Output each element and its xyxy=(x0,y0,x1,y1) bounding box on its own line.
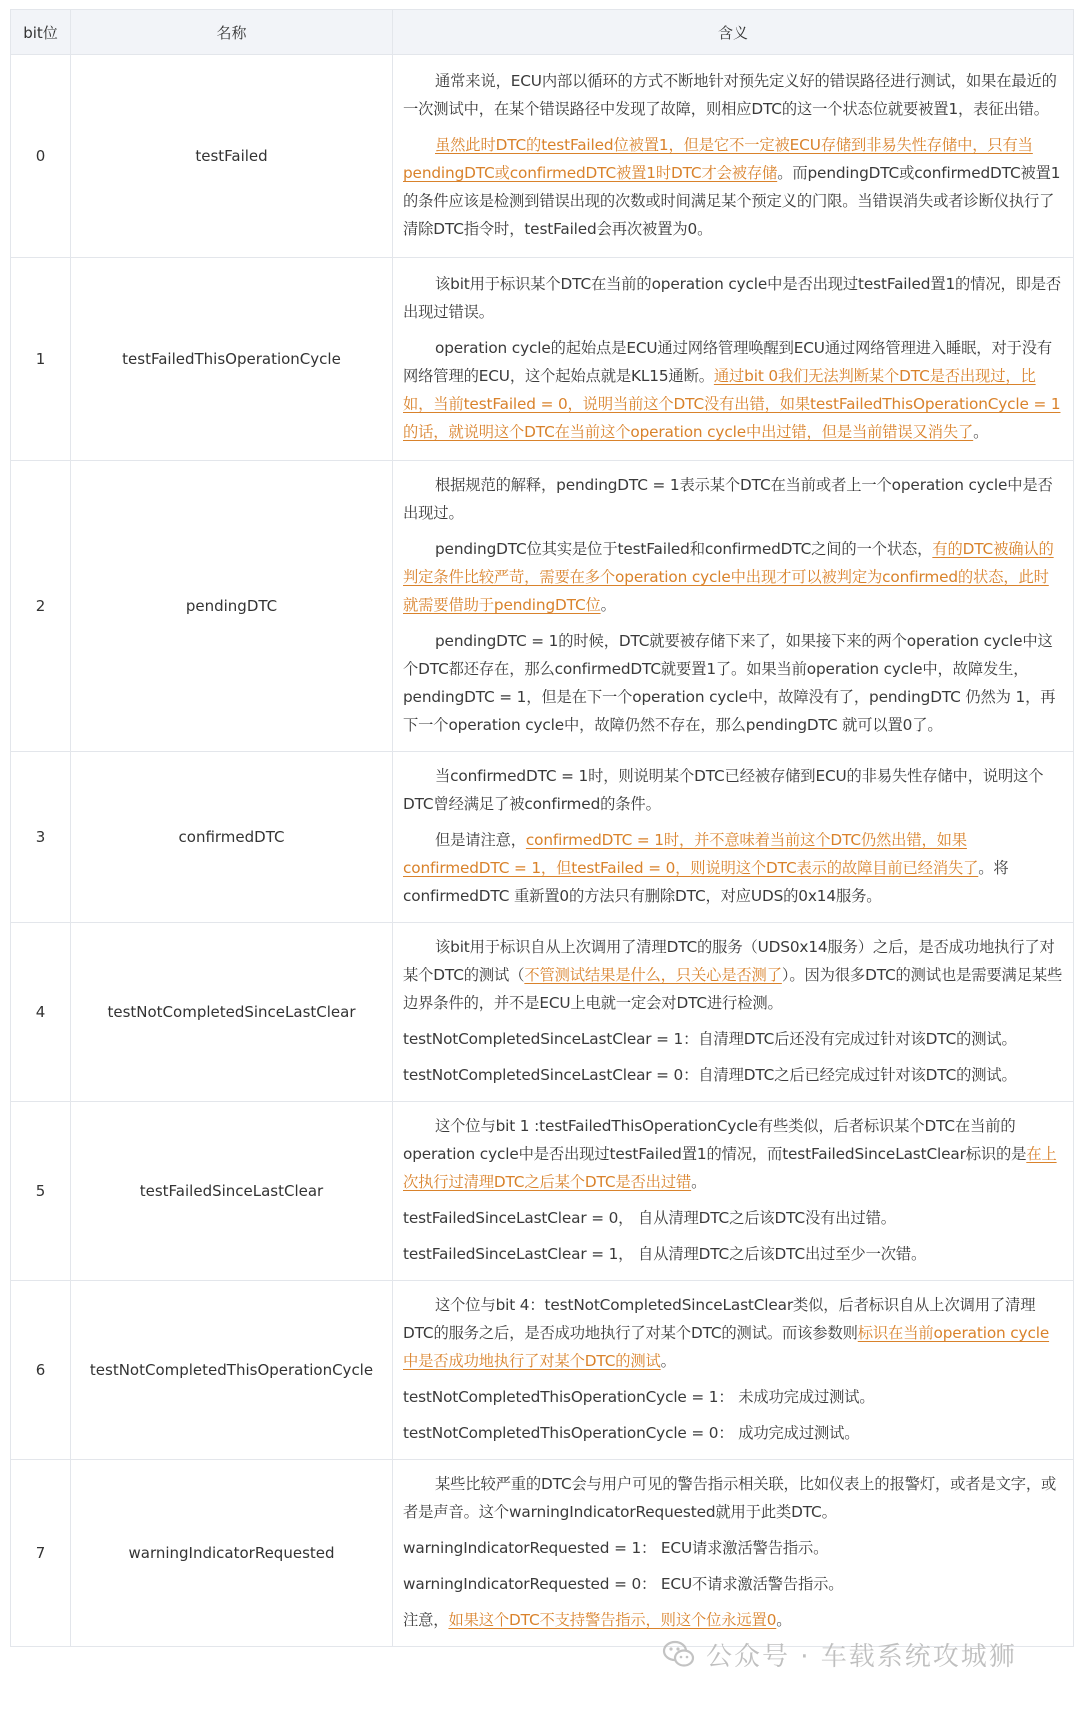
meaning-paragraph xyxy=(403,627,1063,739)
text-segment: ）。因为很多DTC的测试也是需要满足某些边界条件的，并不是ECU上电就一定会对DTC进行检测。 xyxy=(403,966,1063,1012)
text-segment: pendingDTC位其实是位于testFailed和confirmedDTC之间的一个状态， xyxy=(435,540,933,558)
table-row xyxy=(11,258,1074,461)
highlighted-text: 标识在当前operation cycle中是否成功地执行了对某个DTC的测试 xyxy=(403,1324,1050,1370)
meaning-cell xyxy=(393,923,1074,1102)
meaning-cell xyxy=(393,55,1074,258)
highlighted-text: 通过bit 0我们无法判断某个DTC是否出现过，比如，当前testFailed = 0，说明当前这个DTC没有出错，如果testFailedThisOperationCycle = 1的话，就说明这个DTC在当前这个operation cycle中出过错，但是当前错误又消失了 xyxy=(403,367,1061,441)
text-segment: 。 xyxy=(600,596,616,614)
table-row xyxy=(11,1460,1074,1647)
meaning-cell xyxy=(393,1102,1074,1281)
highlighted-text: 不管测试结果是什么，只关心是否测了 xyxy=(524,966,782,984)
name-cell: testFailed xyxy=(71,55,393,258)
text-segment: 通常来说，ECU内部以循环的方式不断地针对预先定义好的错误路径进行测试，如果在最近的一次测试中，在某个错误路径中发现了故障，则相应DTC的这一个状态位就要被置1，表征出错。 xyxy=(403,72,1057,118)
table-row xyxy=(11,1102,1074,1281)
name-cell: testFailedSinceLastClear xyxy=(71,1102,393,1281)
name-cell: testNotCompletedSinceLastClear xyxy=(71,923,393,1102)
header-bit: bit位 xyxy=(11,10,71,55)
text-segment: 。 xyxy=(691,1173,707,1191)
meaning-paragraph xyxy=(403,1470,1063,1526)
text-segment: 某些比较严重的DTC会与用户可见的警告指示相关联，比如仪表上的报警灯，或者是文字，或者是声音。这个warningIndicatorRequested就用于此类DTC。 xyxy=(403,1475,1057,1521)
meaning-paragraph xyxy=(403,1061,1063,1089)
meaning-paragraph xyxy=(403,1025,1063,1053)
highlighted-text: 有的DTC被确认的判定条件比较严苛，需要在多个operation cycle中出现才可以被判定为confirmed的状态，此时就需要借助于pendingDTC位 xyxy=(403,540,1054,614)
table-row xyxy=(11,55,1074,258)
meaning-paragraph xyxy=(403,1112,1063,1196)
meaning-paragraph xyxy=(403,334,1063,446)
meaning-paragraph xyxy=(403,1570,1063,1598)
text-segment: 根据规范的解释，pendingDTC = 1表示某个DTC在当前或者上一个operation cycle中是否出现过。 xyxy=(403,476,1053,522)
text-segment: testNotCompletedSinceLastClear = 1：自清理DTC后还没有完成过针对该DTC的测试。 xyxy=(403,1030,1017,1048)
meaning-paragraph xyxy=(403,1383,1063,1411)
text-segment: pendingDTC = 1的时候，DTC就要被存储下来了，如果接下来的两个operation cycle中这个DTC都还存在，那么confirmedDTC就要置1了。如果当前operation cycle中，故障发生，pendingDTC = 1，但是在下一个operation cycle中，故障没有了，pendingDTC 仍然为 1，再下一个operation cycle中，故障仍然不存在，那么pendingDTC 就可以置0了。 xyxy=(403,632,1056,734)
text-segment: 注意， xyxy=(403,1611,449,1629)
text-segment: testNotCompletedThisOperationCycle = 0： 成功完成过测试。 xyxy=(403,1424,860,1442)
highlighted-text: confirmedDTC = 1时，并不意味着当前这个DTC仍然出错，如果confirmedDTC = 1，但testFailed = 0，则说明这个DTC表示的故障目前已经消失了 xyxy=(403,831,979,877)
table-row xyxy=(11,923,1074,1102)
name-cell: confirmedDTC xyxy=(71,752,393,923)
meaning-paragraph xyxy=(403,131,1063,243)
text-segment: 该bit用于标识自从上次调用了清理DTC的服务（UDS0x14服务）之后，是否成功地执行了对某个DTC的测试（ xyxy=(403,938,1055,984)
meaning-paragraph xyxy=(403,67,1063,123)
text-segment: testFailedSinceLastClear = 1， 自从清理DTC之后该DTC出过至少一次错。 xyxy=(403,1245,927,1263)
meaning-cell xyxy=(393,461,1074,752)
name-cell: pendingDTC xyxy=(71,461,393,752)
name-cell: testFailedThisOperationCycle xyxy=(71,258,393,461)
meaning-paragraph xyxy=(403,1204,1063,1232)
wechat-icon xyxy=(662,1637,696,1671)
dtc-status-table xyxy=(10,9,1074,1647)
text-segment: 这个位与bit 1 :testFailedThisOperationCycle有些类似，后者标识某个DTC在当前的operation cycle中是否出现过testFailed置1的情况，而testFailedSinceLastClear标识的是 xyxy=(403,1117,1027,1163)
text-segment: 。 xyxy=(660,1352,676,1370)
text-segment: testFailedSinceLastClear = 0， 自从清理DTC之后该DTC没有出过错。 xyxy=(403,1209,896,1227)
meaning-cell xyxy=(393,752,1074,923)
bit-cell: 6 xyxy=(11,1281,71,1460)
bit-cell: 3 xyxy=(11,752,71,923)
text-segment: 当confirmedDTC = 1时，则说明某个DTC已经被存储到ECU的非易失性存储中，说明这个DTC曾经满足了被confirmed的条件。 xyxy=(403,767,1044,813)
watermark-text: 公众号 · 车载系统攻城狮 xyxy=(706,1641,1017,1672)
bit-cell: 7 xyxy=(11,1460,71,1647)
text-segment: 。 xyxy=(776,1611,792,1629)
text-segment: testNotCompletedSinceLastClear = 0：自清理DTC之后已经完成过针对该DTC的测试。 xyxy=(403,1066,1017,1084)
meaning-paragraph xyxy=(403,933,1063,1017)
bit-cell: 2 xyxy=(11,461,71,752)
highlighted-text: 虽然此时DTC的testFailed位被置1，但是它不一定被ECU存储到非易失性存储中，只有当pendingDTC或confirmedDTC被置1时DTC才会被存储 xyxy=(403,136,1033,182)
text-segment: 该bit用于标识某个DTC在当前的operation cycle中是否出现过testFailed置1的情况，即是否出现过错误。 xyxy=(403,275,1062,321)
watermark xyxy=(662,1631,1017,1677)
text-segment: 。 xyxy=(973,423,989,441)
table-row xyxy=(11,1281,1074,1460)
meaning-paragraph xyxy=(403,270,1063,326)
text-segment: 。而pendingDTC或confirmedDTC被置1的条件应该是检测到错误出现的次数或时间满足某个预定义的门限。当错误消失或者诊断仪执行了清除DTC指令时，testFailed会再次被置为0。 xyxy=(403,164,1061,238)
text-segment: warningIndicatorRequested = 0： ECU不请求激活警告指示。 xyxy=(403,1575,844,1593)
highlighted-text: 在上次执行过清理DTC之后某个DTC是否出过错 xyxy=(403,1145,1057,1191)
text-segment: operation cycle的起始点是ECU通过网络管理唤醒到ECU通过网络管理进入睡眠，对于没有网络管理的ECU，这个起始点就是KL15通断。 xyxy=(403,339,1053,385)
highlighted-text: 如果这个DTC不支持警告指示，则这个位永远置0 xyxy=(448,1611,777,1629)
meaning-paragraph xyxy=(403,535,1063,619)
meaning-paragraph xyxy=(403,1534,1063,1562)
header-name: 名称 xyxy=(71,10,393,55)
bit-cell: 0 xyxy=(11,55,71,258)
text-segment: warningIndicatorRequested = 1： ECU请求激活警告指示。 xyxy=(403,1539,829,1557)
meaning-paragraph xyxy=(403,762,1063,818)
header-meaning: 含义 xyxy=(393,10,1074,55)
meaning-cell xyxy=(393,258,1074,461)
meaning-paragraph xyxy=(403,1291,1063,1375)
table-row xyxy=(11,752,1074,923)
text-segment: testNotCompletedThisOperationCycle = 1： 未成功完成过测试。 xyxy=(403,1388,875,1406)
meaning-paragraph xyxy=(403,1606,1063,1634)
name-cell: warningIndicatorRequested xyxy=(71,1460,393,1647)
bit-cell: 4 xyxy=(11,923,71,1102)
text-segment: 这个位与bit 4：testNotCompletedSinceLastClear类似，后者标识自从上次调用了清理DTC的服务之后，是否成功地执行了对某个DTC的测试。而该参数则 xyxy=(403,1296,1036,1342)
meaning-cell xyxy=(393,1460,1074,1647)
meaning-paragraph xyxy=(403,471,1063,527)
table-row xyxy=(11,461,1074,752)
text-segment: 。将confirmedDTC 重新置0的方法只有删除DTC，对应UDS的0x14服务。 xyxy=(403,859,1009,905)
meaning-paragraph xyxy=(403,1419,1063,1447)
bit-cell: 1 xyxy=(11,258,71,461)
name-cell: testNotCompletedThisOperationCycle xyxy=(71,1281,393,1460)
table-header-row xyxy=(11,10,1074,55)
meaning-cell xyxy=(393,1281,1074,1460)
bit-cell: 5 xyxy=(11,1102,71,1281)
meaning-paragraph xyxy=(403,1240,1063,1268)
table-body xyxy=(11,55,1074,1647)
text-segment: 但是请注意， xyxy=(435,831,526,849)
meaning-paragraph xyxy=(403,826,1063,910)
